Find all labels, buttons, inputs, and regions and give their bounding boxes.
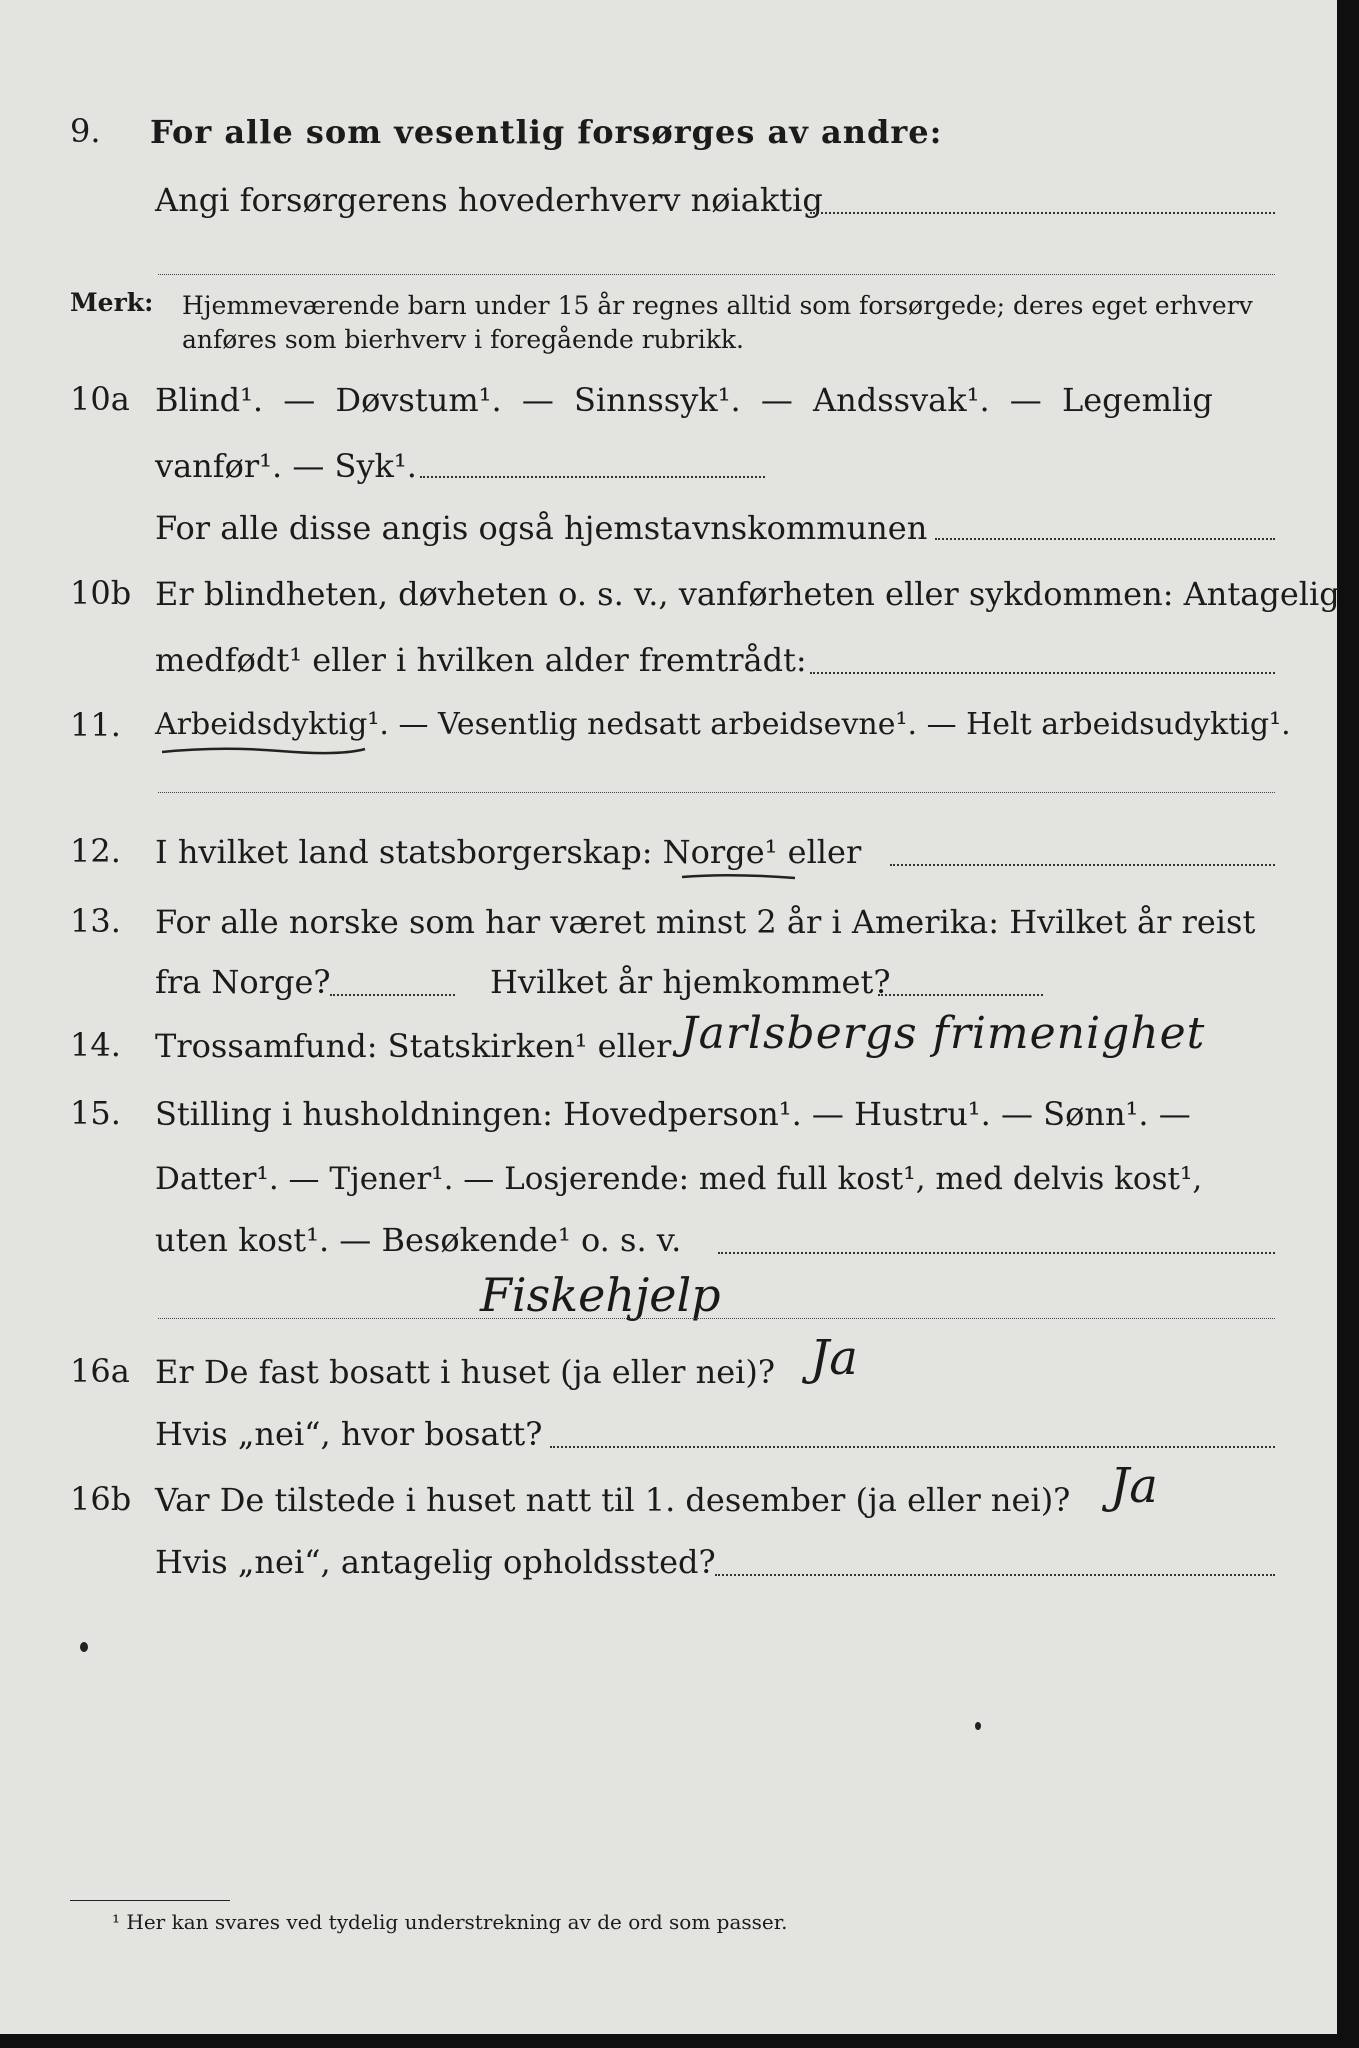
footnote-rule bbox=[70, 1900, 230, 1901]
q13-line-2b: Hvilket år hjemkommet? bbox=[490, 963, 891, 1001]
q13-line-2a: fra Norge? bbox=[155, 963, 331, 1001]
q10a-home-answer-line[interactable] bbox=[935, 538, 1275, 540]
q15-line-3: uten kost¹. — Besøkende¹ o. s. v. bbox=[155, 1221, 682, 1259]
q10a-number: 10a bbox=[70, 380, 130, 418]
q10a-line-3: For alle disse angis også hjemstavnskommunen bbox=[155, 509, 928, 547]
q14-number: 14. bbox=[70, 1026, 121, 1064]
q13-line-1: For alle norske som har været minst 2 år i Amerika: Hvilket år reist bbox=[155, 903, 1256, 941]
q13-year-returned-line[interactable] bbox=[878, 994, 1043, 996]
q10a-line-2: vanfør¹. — Syk¹. bbox=[155, 447, 417, 485]
merk-label: Merk: bbox=[70, 288, 154, 317]
ink-speck bbox=[975, 1722, 981, 1730]
merk-line-1: Hjemmeværende barn under 15 år regnes alltid som forsørgede; deres eget erhverv bbox=[182, 291, 1253, 320]
q15-number: 15. bbox=[70, 1094, 121, 1132]
merk-line-2: anføres som bierhverv i foregående rubrikk. bbox=[182, 325, 744, 354]
q16a-handwritten-answer: Ja bbox=[810, 1330, 858, 1386]
q11-number: 11. bbox=[70, 706, 121, 744]
q14-line-1: Trossamfund: Statskirken¹ eller bbox=[155, 1027, 672, 1065]
q15-line-2: Datter¹. — Tjener¹. — Losjerende: med full kost¹, med delvis kost¹, bbox=[155, 1161, 1203, 1197]
q10a-answer-line[interactable] bbox=[420, 476, 765, 478]
q10b-line-1: Er blindheten, døvheten o. s. v., vanførheten eller sykdommen: Antagelig bbox=[155, 575, 1340, 613]
q9-prompt: Angi forsørgerens hovederhverv nøiaktig bbox=[155, 181, 823, 219]
q12-underline-mark bbox=[680, 872, 800, 882]
q14-handwritten-answer: Jarlsbergs frimenighet bbox=[680, 1008, 1206, 1059]
q12-line-1: I hvilket land statsborgerskap: Norge¹ eller bbox=[155, 833, 862, 871]
q16a-number: 16a bbox=[70, 1352, 130, 1390]
q10b-answer-line[interactable] bbox=[810, 672, 1275, 674]
q9-answer-line-2[interactable] bbox=[158, 274, 1275, 275]
footnote: ¹ Her kan svares ved tydelig understrekning av de ord som passer. bbox=[112, 1910, 788, 1934]
q11-underline-mark bbox=[160, 744, 370, 758]
q16a-line-1: Er De fast bosatt i huset (ja eller nei)? bbox=[155, 1353, 776, 1391]
q12-answer-line[interactable] bbox=[890, 864, 1275, 866]
q11-line-1: Arbeidsdyktig¹. — Vesentlig nedsatt arbeidsevne¹. — Helt arbeidsudyktig¹. bbox=[155, 707, 1291, 742]
q10b-number: 10b bbox=[70, 574, 132, 612]
q16b-line-2: Hvis „nei“, antagelig opholdssted? bbox=[155, 1543, 716, 1581]
q11-answer-line[interactable] bbox=[158, 792, 1275, 793]
scan-edge-right bbox=[1337, 0, 1359, 2048]
q13-year-left-line[interactable] bbox=[330, 994, 455, 996]
scan-edge-bottom bbox=[0, 2034, 1359, 2048]
q16a-answer-line[interactable] bbox=[550, 1446, 1275, 1448]
q16b-answer-line[interactable] bbox=[715, 1574, 1275, 1576]
q15-answer-line-2[interactable] bbox=[158, 1318, 1275, 1319]
q10a-line-1: Blind¹. — Døvstum¹. — Sinnssyk¹. — Andssvak¹. — Legemlig bbox=[155, 381, 1213, 419]
q15-answer-line[interactable] bbox=[718, 1252, 1275, 1254]
q13-number: 13. bbox=[70, 902, 121, 940]
q16a-line-2: Hvis „nei“, hvor bosatt? bbox=[155, 1415, 543, 1453]
q10b-line-2: medfødt¹ eller i hvilken alder fremtrådt: bbox=[155, 641, 807, 679]
q9-answer-line[interactable] bbox=[810, 212, 1275, 214]
q15-line-1: Stilling i husholdningen: Hovedperson¹. — Hustru¹. — Sønn¹. — bbox=[155, 1095, 1191, 1133]
q16b-number: 16b bbox=[70, 1480, 132, 1518]
q12-number: 12. bbox=[70, 832, 121, 870]
q16b-line-1: Var De tilstede i huset natt til 1. desember (ja eller nei)? bbox=[155, 1481, 1071, 1519]
ink-speck bbox=[80, 1642, 88, 1652]
q16b-handwritten-answer: Ja bbox=[1110, 1458, 1158, 1514]
q9-heading: For alle som vesentlig forsørges av andre: bbox=[150, 113, 943, 151]
q9-number: 9. bbox=[70, 112, 101, 150]
q15-handwritten-answer: Fiskehjelp bbox=[480, 1268, 721, 1322]
